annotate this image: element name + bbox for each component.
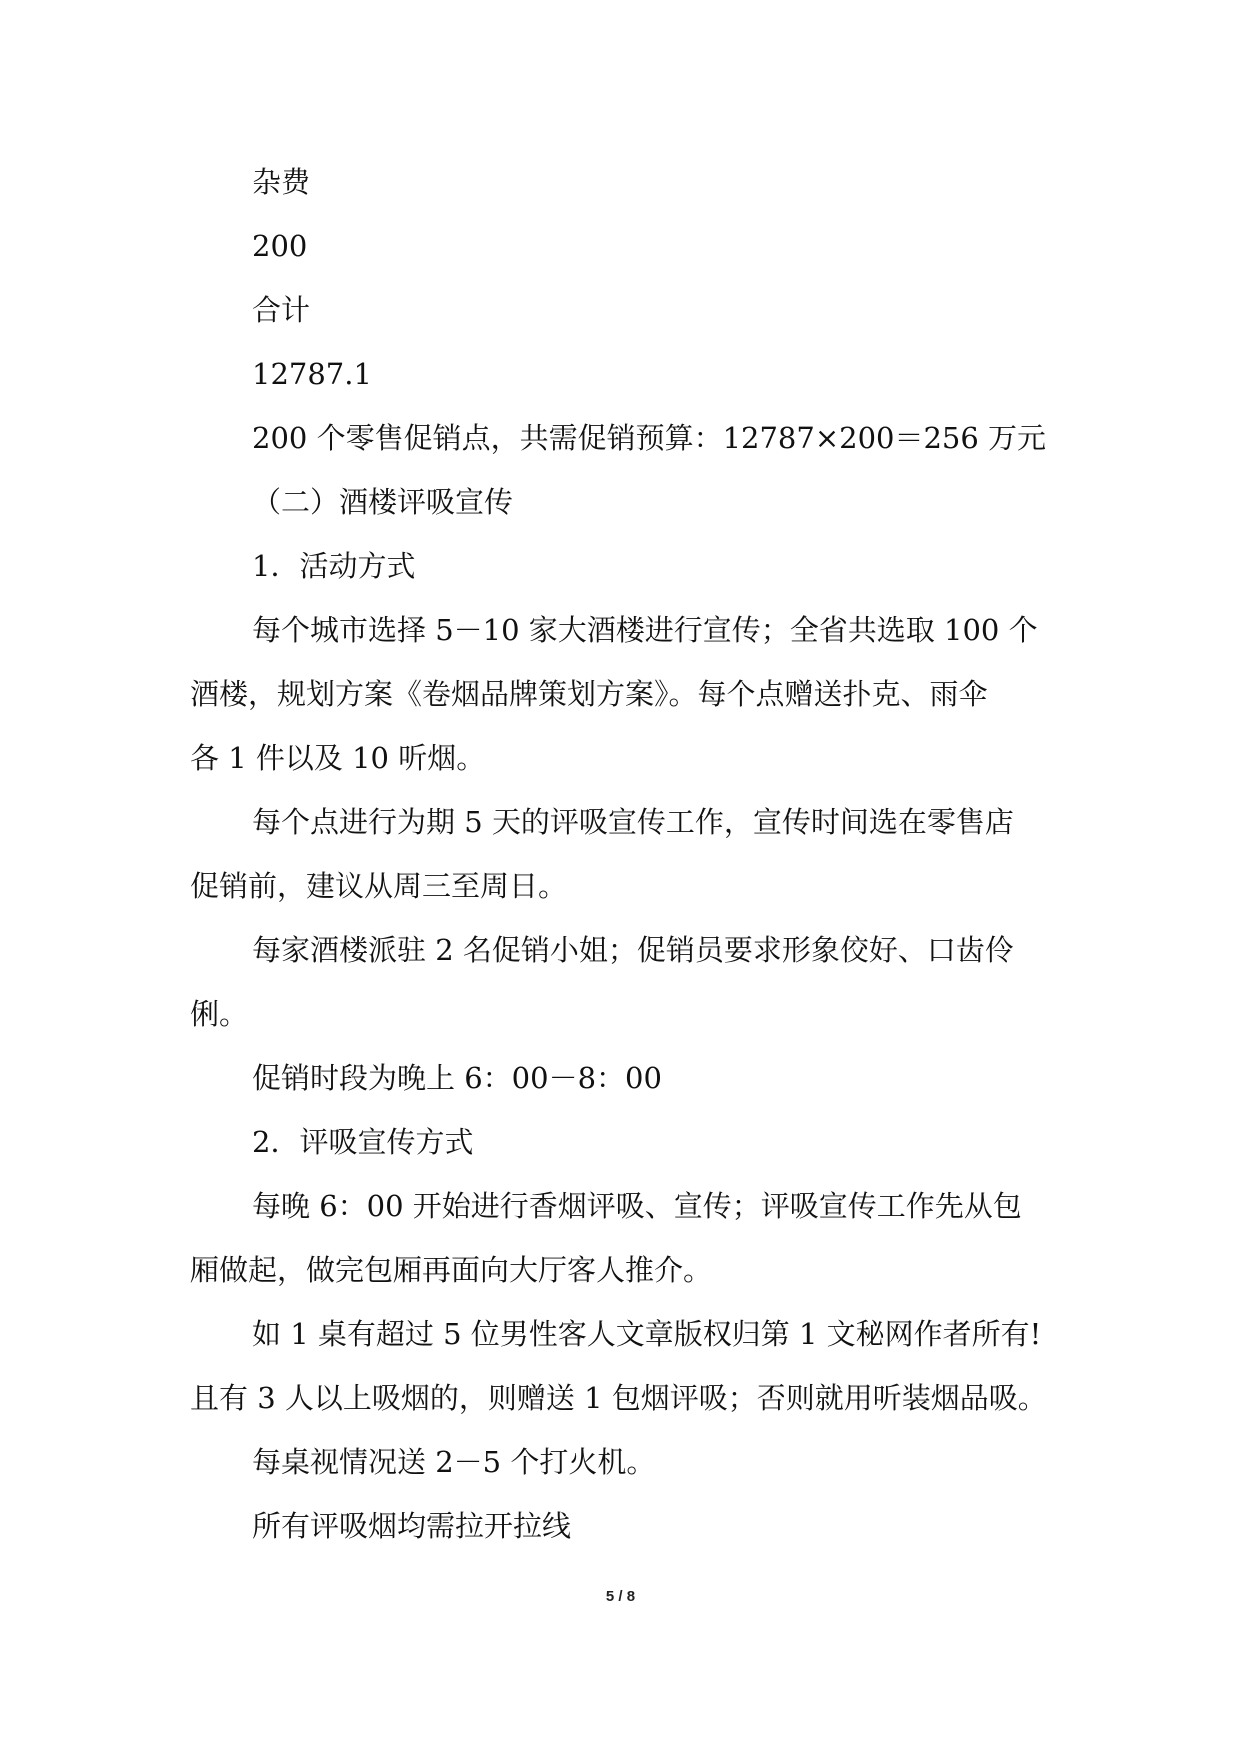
text-line: 促销时段为晚上 6：00－8：00 <box>252 1061 662 1095</box>
text-line: 每个点进行为期 5 天的评吸宣传工作，宣传时间选在零售店 <box>252 805 1014 839</box>
text-line: 如 1 桌有超过 5 位男性客人文章版权归第 1 文秘网作者所有! <box>252 1317 1042 1351</box>
subsection-heading: 2．评吸宣传方式 <box>252 1125 474 1159</box>
text-line: 杂费 <box>252 165 311 199</box>
text-line: 每晚 6：00 开始进行香烟评吸、宣传；评吸宣传工作先从包 <box>252 1189 1022 1223</box>
text-line: 厢做起，做完包厢再面向大厅客人推介。 <box>190 1253 713 1287</box>
text-line: 各 1 件以及 10 听烟。 <box>190 741 486 775</box>
text-line: 促销前，建议从周三至周日。 <box>190 869 568 903</box>
text-line: 合计 <box>252 293 311 327</box>
text-line: 200 <box>252 229 308 263</box>
text-line: 200 个零售促销点，共需促销预算：12787×200＝256 万元 <box>252 421 1047 455</box>
text-line: 俐。 <box>190 997 249 1031</box>
text-line: 且有 3 人以上吸烟的，则赠送 1 包烟评吸；否则就用听装烟品吸。 <box>190 1381 1047 1415</box>
text-line: 每个城市选择 5－10 家大酒楼进行宣传；全省共选取 100 个 <box>252 613 1038 647</box>
text-line: 12787.1 <box>252 357 372 391</box>
text-line: 酒楼，规划方案《卷烟品牌策划方案》。每个点赠送扑克、雨伞 <box>190 677 988 711</box>
section-heading: （二）酒楼评吸宣传 <box>252 485 514 519</box>
text-line: 所有评吸烟均需拉开拉线 <box>252 1509 572 1543</box>
page-number: 5 / 8 <box>605 1588 636 1605</box>
text-line: 每桌视情况送 2－5 个打火机。 <box>252 1445 656 1479</box>
text-line: 每家酒楼派驻 2 名促销小姐；促销员要求形象佼好、口齿伶 <box>252 933 1014 967</box>
subsection-heading: 1．活动方式 <box>252 549 416 583</box>
